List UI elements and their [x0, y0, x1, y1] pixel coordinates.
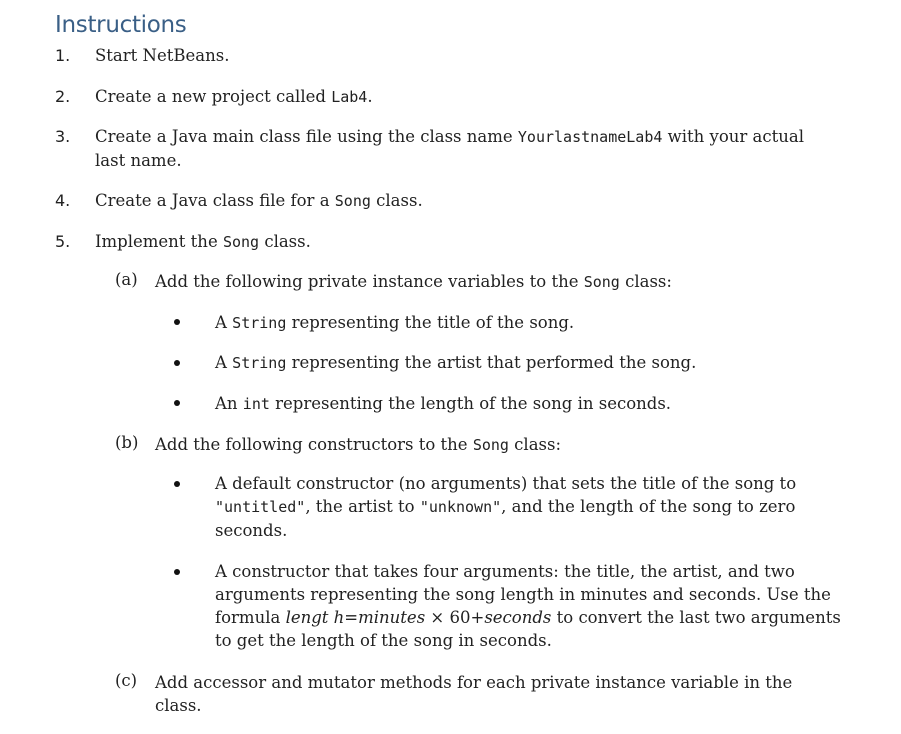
step-4-text [95, 189, 423, 213]
bullet-text: A constructor that takes four arguments: the title, the artist, and two [215, 562, 795, 581]
formula-variable: seconds [484, 608, 552, 627]
code-literal: Song [472, 436, 509, 454]
bullet-text: seconds. [215, 521, 288, 540]
step-2-text [95, 85, 373, 109]
bullet-item [215, 560, 841, 652]
step-text: . [367, 87, 373, 106]
bullet-text: formula [215, 608, 286, 627]
bullet-text: representing the length of the song in seconds. [269, 394, 672, 413]
bullet-text: An [215, 394, 243, 413]
bullet-text: arguments representing the song length in minutes and seconds. Use the [215, 585, 831, 604]
code-literal: Song [334, 192, 371, 210]
step-number: 2. [55, 87, 71, 106]
code-literal: YourlastnameLab4 [517, 128, 663, 146]
bullet-icon [174, 400, 180, 406]
step-text: Start NetBeans. [95, 46, 230, 65]
bullet-text: to get the length of the song in seconds. [215, 631, 552, 650]
step-text: Create a new project called [95, 87, 332, 106]
bullet-text: representing the title of the song. [286, 313, 575, 332]
bullet-icon [174, 569, 180, 575]
code-literal: int [242, 395, 270, 413]
step-number: 3. [55, 127, 71, 146]
bullet-icon [174, 481, 180, 487]
bullet-icon [174, 360, 180, 366]
substep-text: Add accessor and mutator methods for each private instance variable in the [155, 673, 793, 692]
bullet-item [215, 472, 796, 542]
code-literal: String [232, 354, 287, 372]
substep-label: (a) [115, 270, 138, 289]
formula-operator: = [344, 608, 359, 627]
substep-text: Add the following private instance variables to the [155, 272, 584, 291]
code-literal: String [232, 314, 287, 332]
formula-variable: lengt h [285, 608, 345, 627]
bullet-item [215, 311, 574, 335]
step-text: class. [259, 232, 311, 251]
step-text: with your actual [662, 127, 805, 146]
substep-a-text [155, 270, 672, 294]
step-text: Implement the [95, 232, 223, 251]
step-number: 5. [55, 232, 71, 251]
substep-text: class: [508, 435, 562, 454]
bullet-text: , and the length of the song to zero [501, 497, 796, 516]
code-literal: "unknown" [419, 498, 502, 516]
bullet-text: A [215, 313, 233, 332]
step-5-text [95, 230, 311, 254]
substep-text: Add the following constructors to the [155, 435, 473, 454]
bullet-text: A [215, 353, 233, 372]
bullet-item [215, 392, 671, 416]
bullet-text: , the artist to [305, 497, 420, 516]
code-literal: "untitled" [215, 498, 306, 516]
bullet-item [215, 351, 696, 375]
substep-label: (c) [115, 671, 138, 690]
substep-text: class: [619, 272, 672, 291]
code-literal: Song [222, 233, 260, 251]
step-text: Create a Java main class file using the class name [95, 127, 518, 146]
substep-c-text [155, 671, 792, 717]
page-title: Instructions [55, 12, 187, 38]
code-literal: Lab4 [331, 88, 368, 106]
step-number: 4. [55, 191, 71, 210]
step-text: last name. [95, 151, 182, 170]
formula-operator: × 60+ [425, 608, 485, 627]
bullet-text: representing the artist that performed the song. [286, 353, 697, 372]
code-literal: Song [583, 273, 620, 291]
formula-variable: minutes [358, 608, 426, 627]
substep-text: class. [155, 696, 202, 715]
substep-label: (b) [115, 433, 139, 452]
step-1-text [95, 44, 229, 67]
step-text: class. [370, 191, 423, 210]
bullet-text: to convert the last two arguments [551, 608, 841, 627]
bullet-icon [174, 319, 180, 325]
bullet-text: A default constructor (no arguments) that sets the title of the song to [215, 474, 797, 493]
step-3-text [95, 125, 804, 172]
step-text: Create a Java class file for a [95, 191, 335, 210]
step-number: 1. [55, 46, 71, 65]
substep-b-text [155, 433, 561, 457]
